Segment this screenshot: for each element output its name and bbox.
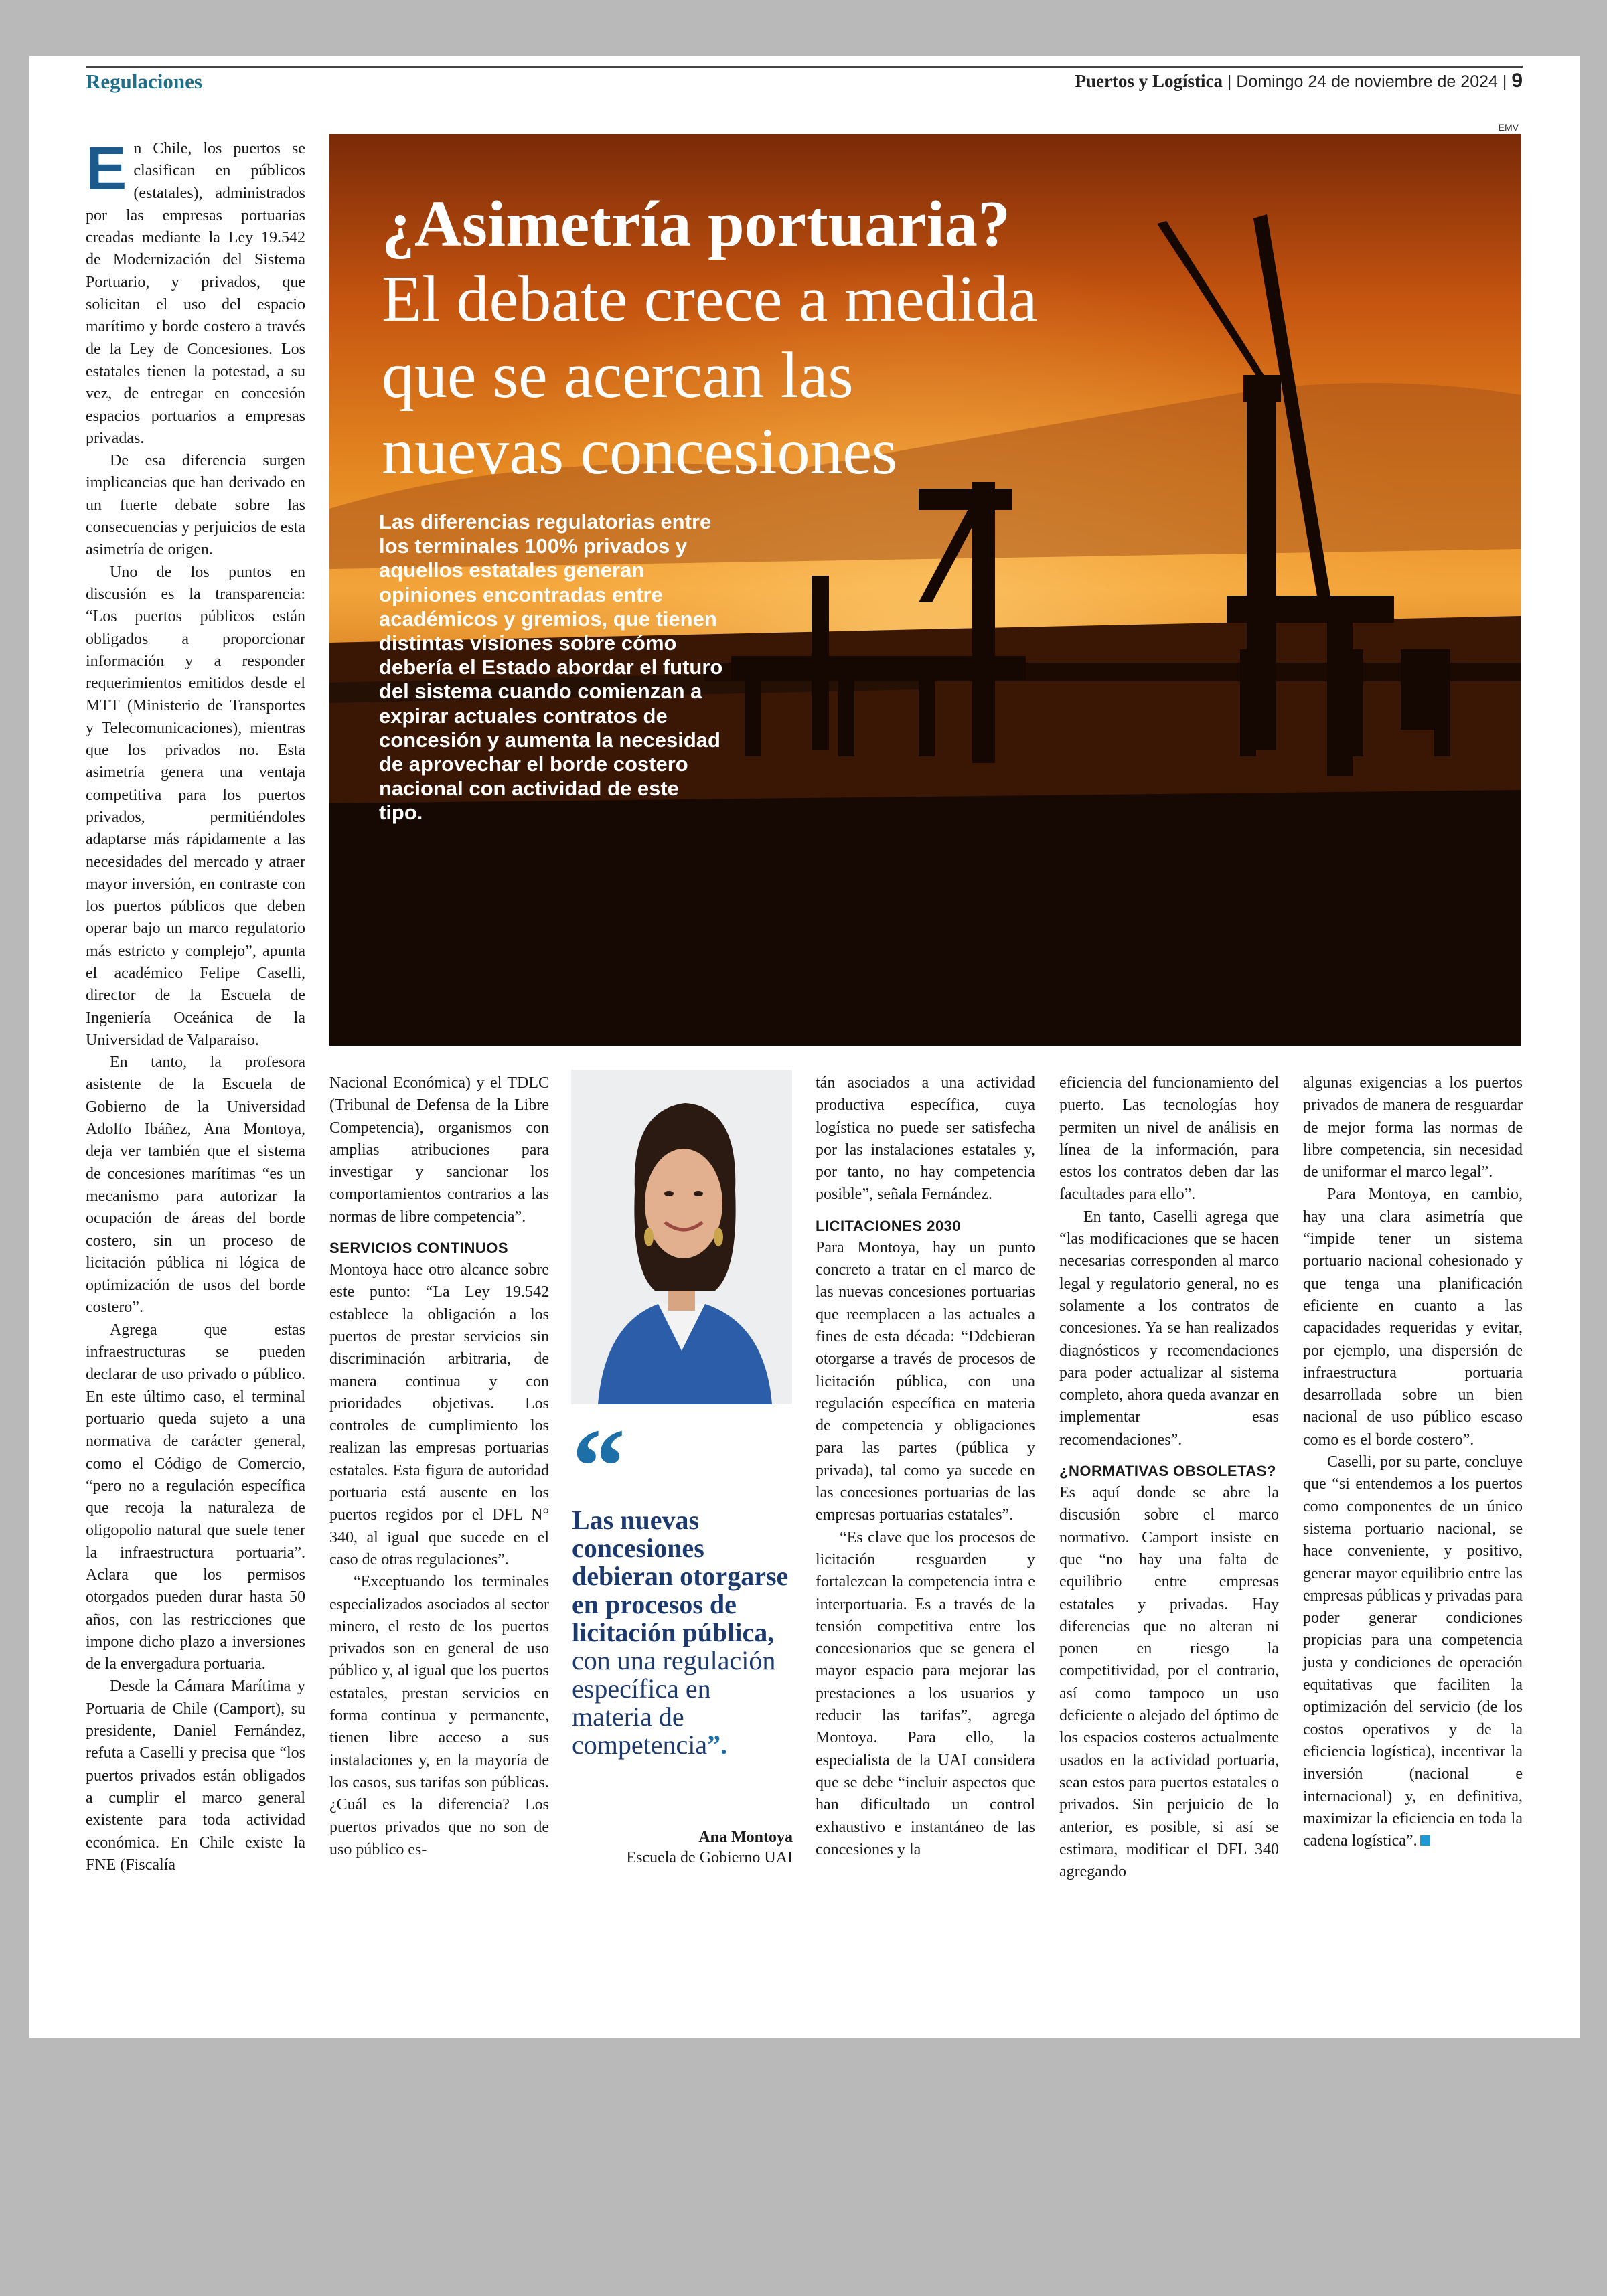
paragraph: Para Montoya, hay un punto concreto a tratar en el marco de las nuevas concesiones portuarias que reemplacen a las actuales a fines de esta década: “Ddebieran otorgarse a través de procesos de licitación pública, con una regulación específica en materia de competencia y obligaciones para las partes (pública y privada), tal como ya sucede en las concesiones portuarias de las empresas portuarias estatales”. (816, 1238, 1035, 1524)
paragraph: Uno de los puntos en discusión es la transparencia: “Los puertos públicos están obligados a proporcionar información y a responder requerimientos emitidos desde el MTT (Ministerio de Transportes y Telecomunicaciones), mientras que los privados no. Esta asimetría genera una ventaja competitiva para los puertos privados, permitiéndoles adaptarse más rápidamente a las necesidades del mercado y atraer mayor inversión, en contraste con los puertos públicos que deben operar bajo un marco regulatorio más estricto y complejo”, apunta el académico Felipe Caselli, director de la Escuela de Ingeniería Oceánica de la Universidad de Valparaíso. (86, 563, 305, 1049)
subhead: SERVICIOS CONTINUOS (329, 1240, 509, 1257)
paragraph: Montoya hace otro alcance sobre este punto: “La Ley 19.542 establece la obligación a los puertos de prestar servicios sin discriminación arbitraria, de manera continua y con prioridades objetivas. Los controles de cumplimiento los realizan las empresas portuarias estatales. Esta figura de autoridad portuaria está ausente en los puertos regidos por el DFL N° 340, al igual que sucede en el caso de otras regulaciones”. (329, 1261, 549, 1568)
article-column-1: En Chile, los puertos se clasifican en públicos (estatales), administrados por las empresas portuarias creadas mediante la Ley 19.542 de Modernización del Sistema Portuario, y privados, que solicitan el uso del espacio marítimo y borde costero a través de la Ley de Concesiones. Los estatales tienen la potestad, a su vez, de entregar en concesión espacios portuarios a empresas privadas. De esa diferencia surgen implicancias que han derivado en un fuerte debate sobre las consecuencias y perjuicios de esta asimetría de origen. Uno de los puntos en discusión es la transparencia: “Los puertos públicos están obligados a proporcionar información y a responder requerimientos emitidos desde el MTT (Ministerio de Transportes y Telecomunicaciones), mientras que los privados no. Esta asimetría genera una ventaja competitiva para los puertos privados, permitiéndoles adaptarse más rápidamente a las necesidades del mercado y atraer mayor inversión, en contraste con los puertos públicos que deben operar bajo un marco regulatorio más estricto y complejo”, apunta el académico Felipe Caselli, director de la Escuela de Ingeniería Oceánica de la Universidad de Valparaíso. En tanto, la profesora asistente de la Escuela de Gobierno de la Universidad Adolfo Ibáñez, Ana Montoya, deja ver también que el sistema de concesiones marítimas “es un mecanismo para autorizar la ocupación de áreas del borde costero, sin un proceso de licitación pública ni lógica de optimización de usos del borde costero”. Agrega que estas infraestructuras se pueden declarar de uso privado o público. En este último caso, el terminal portuario queda sujeto a una normativa de carácter general, como el Código de Comercio, “pero no a regulación específica que recoja la naturaleza de oligopolio natural que suele tener la infraestructura portuaria”. Aclara que los permisos otorgados pueden durar hasta 50 años, con las restricciones que impone dicho plazo a inversiones de la envergadura portuaria. Desde la Cámara Marítima y Portuaria de Chile (Camport), su presidente, Daniel Fernández, refuta a Caselli y precisa que “los puertos privados están obligados a cumplir el marco general existente para toda actividad económica. En Chile existe la FNE (Fiscalía (86, 138, 305, 1876)
paragraph: Es aquí donde se abre la discusión sobre el marco normativo. Camport insiste en que “no hay una falta de equilibrio entre empresas estatales y privadas. Hay diferencias que no alteran ni ponen en riesgo la competitividad, por el contrario, así como tampoco un uso deficiente o alejado del óptimo de los espacios costeros actualmente usados en la actividad portuaria, sean estos para puertos estatales o privados. Sin perjuicio de lo anterior, es posible, si así se estimara, modificar el DFL 340 agregando (1059, 1484, 1279, 1881)
quote-mark-icon: “ (572, 1406, 625, 1526)
subhead: ¿NORMATIVAS OBSOLETAS? (1059, 1463, 1276, 1480)
drop-cap: E (86, 135, 127, 203)
paragraph: Agrega que estas infraestructuras se pueden declarar de uso privado o público. En este último caso, el terminal portuario queda sujeto a una normativa de carácter general, como el Código de Comercio, “pero no a regulación específica que recoja la naturaleza de oligopolio natural que suele tener la infraestructura portuaria”. Aclara que los permisos otorgados pueden durar hasta 50 años, con las restricciones que impone dicho plazo a inversiones de la envergadura portuaria. (86, 1321, 305, 1673)
subhead: LICITACIONES 2030 (816, 1217, 962, 1234)
paragraph: eficiencia del funcionamiento del puerto. Las tecnologías hoy permiten un nivel de análisis en línea de la información, para estos los contratos deben dar las facultades para ello”. (1059, 1074, 1279, 1204)
page-number: 9 (1511, 70, 1523, 92)
headline-line: ¿Asimetría portuaria? (382, 188, 1010, 260)
deck-subheading: Las diferencias regulatorias entre los terminales 100% privados y aquellos estatales generan opiniones encontradas entre académicos y gremios, que tienen distintas visiones sobre cómo debería el Estado abordar el futuro del sistema cuando comienzan a expirar actuales contratos de concesión y aumenta la necesidad de aprovechar el borde costero nacional con actividad de este tipo. (379, 510, 723, 825)
article-column-5 (1303, 1072, 1523, 1852)
article-column-4 (1059, 1072, 1279, 1883)
paragraph: “Es clave que los procesos de licitación resguarden y fortalezcan la competencia intra e interportuaria. Es a través de la tensión competitiva entre los concesionarios que se genera el mayor espacio para mejorar las prestaciones a los usuarios y reducir las tarifas”, agrega Montoya. Para ello, la especialista de la UAI considera que se debe “incluir aspectos que han dificultado un control exhaustivo e instantáneo de las concesiones y la (816, 1528, 1035, 1858)
publication-name: Puertos y Logística (1075, 71, 1223, 91)
section-tag: Regulaciones (86, 70, 202, 93)
paragraph: “Exceptuando los terminales especializados asociados al sector minero, el resto de los puertos privados son en general de uso público y, al igual que los puertos estatales, prestan servicios en forma continua y permanente, tienen libre acceso a sus instalaciones y, en la mayoría de los casos, sus tarifas son públicas. ¿Cuál es la diferencia? Los puertos privados que no son de uso público es- (329, 1573, 549, 1858)
paragraph: Nacional Económica) y el TDLC (Tribunal de Defensa de la Libre Competencia), organismos con amplias atribuciones para investigar y sancionar los comportamientos contrarios a las normas de libre competencia”. (329, 1074, 549, 1226)
headline-line: El debate crece a medida (382, 263, 1038, 335)
quote-attribution: Ana Montoya Escuela de Gobierno UAI (626, 1829, 793, 1866)
pull-quote (572, 1406, 793, 1866)
paragraph: En tanto, Caselli agrega que “las modificaciones que se hacen necesarias corresponden al marco legal y regulatorio general, no es solamente a los contratos de concesiones. Ya se han realizados diagnósticos y recomendaciones para poder actualizar al sistema completo, ahora queda avanzar en implementar esas recomendaciones”. (1059, 1208, 1279, 1449)
pull-quote-text: Las nuevas concesiones debieran otorgarse en procesos de licitación pública, con una regulación específica en materia de competencia”. (572, 1505, 789, 1760)
paragraph: Para Montoya, en cambio, hay una clara asimetría que “impide tener un sistema portuario nacional cohesionado y que tenga una planificación eficiente en cuanto a las capacidades requeridas y evitar, por ejemplo, una dispersión de infraestructura portuaria desarrollada sobre un bien nacional de uso público escaso como es el borde costero”. (1303, 1185, 1523, 1449)
end-mark-icon (1420, 1835, 1430, 1846)
headline-line: que se acercan las (382, 339, 854, 412)
paragraph: tán asociados a una actividad productiva específica, cuya logística no puede ser satisfecha por las instalaciones estatales y, por tanto, no hay competencia posible”, señala Fernández. (816, 1074, 1035, 1204)
issue-date: Domingo 24 de noviembre de 2024 (1236, 72, 1498, 91)
paragraph: Desde la Cámara Marítima y Portuaria de Chile (Camport), su presidente, Daniel Fernández, refuta a Caselli y precisa que “los puertos privados están obligados a cumplir el marco general existente para toda actividad económica. En Chile existe la FNE (Fiscalía (86, 1677, 305, 1874)
paragraph: Caselli, por su parte, concluye que “si entendemos a los puertos como componentes de un único sistema portuario nacional, se hace conveniente, y positivo, generar mayor equilibrio entre las empresas públicas y privadas para poder generar condiciones propicias para una competencia justa y condiciones de operación equitativas que faciliten la optimización del servicio (de los costos operativos y de la eficiencia logística), incentivar la inversión (nacional e internacional) y, en definitiva, maximizar la eficiencia en toda la cadena logística”. (1303, 1453, 1523, 1850)
paragraph: De esa diferencia surgen implicancias que han derivado en un fuerte debate sobre las consecuencias y perjuicios de esta asimetría de origen. (86, 452, 305, 559)
article-column-3 (816, 1072, 1035, 1861)
header-rule (86, 66, 1523, 68)
article-column-2 (329, 1072, 549, 1861)
portrait-photo (571, 1070, 792, 1404)
headline (382, 187, 1185, 490)
paragraph: En tanto, la profesora asistente de la Escuela de Gobierno de la Universidad Adolfo Ibáñez, Ana Montoya, deja ver también que el sistema de concesiones marítimas “es un mecanismo para autorizar la ocupación de áreas del borde costero, sin un proceso de licitación pública ni lógica de optimización de usos del borde costero”. (86, 1054, 305, 1317)
paragraph: algunas exigencias a los puertos privados de manera de resguardar de mejor forma las normas de libre competencia, sin necesidad de uniformar el marco legal”. (1303, 1074, 1523, 1181)
photo-credit: EMV (1498, 122, 1519, 133)
headline-line: nuevas concesiones (382, 416, 898, 488)
page-folio: Puertos y Logística | Domingo 24 de noviembre de 2024 | 9 (1075, 70, 1523, 92)
